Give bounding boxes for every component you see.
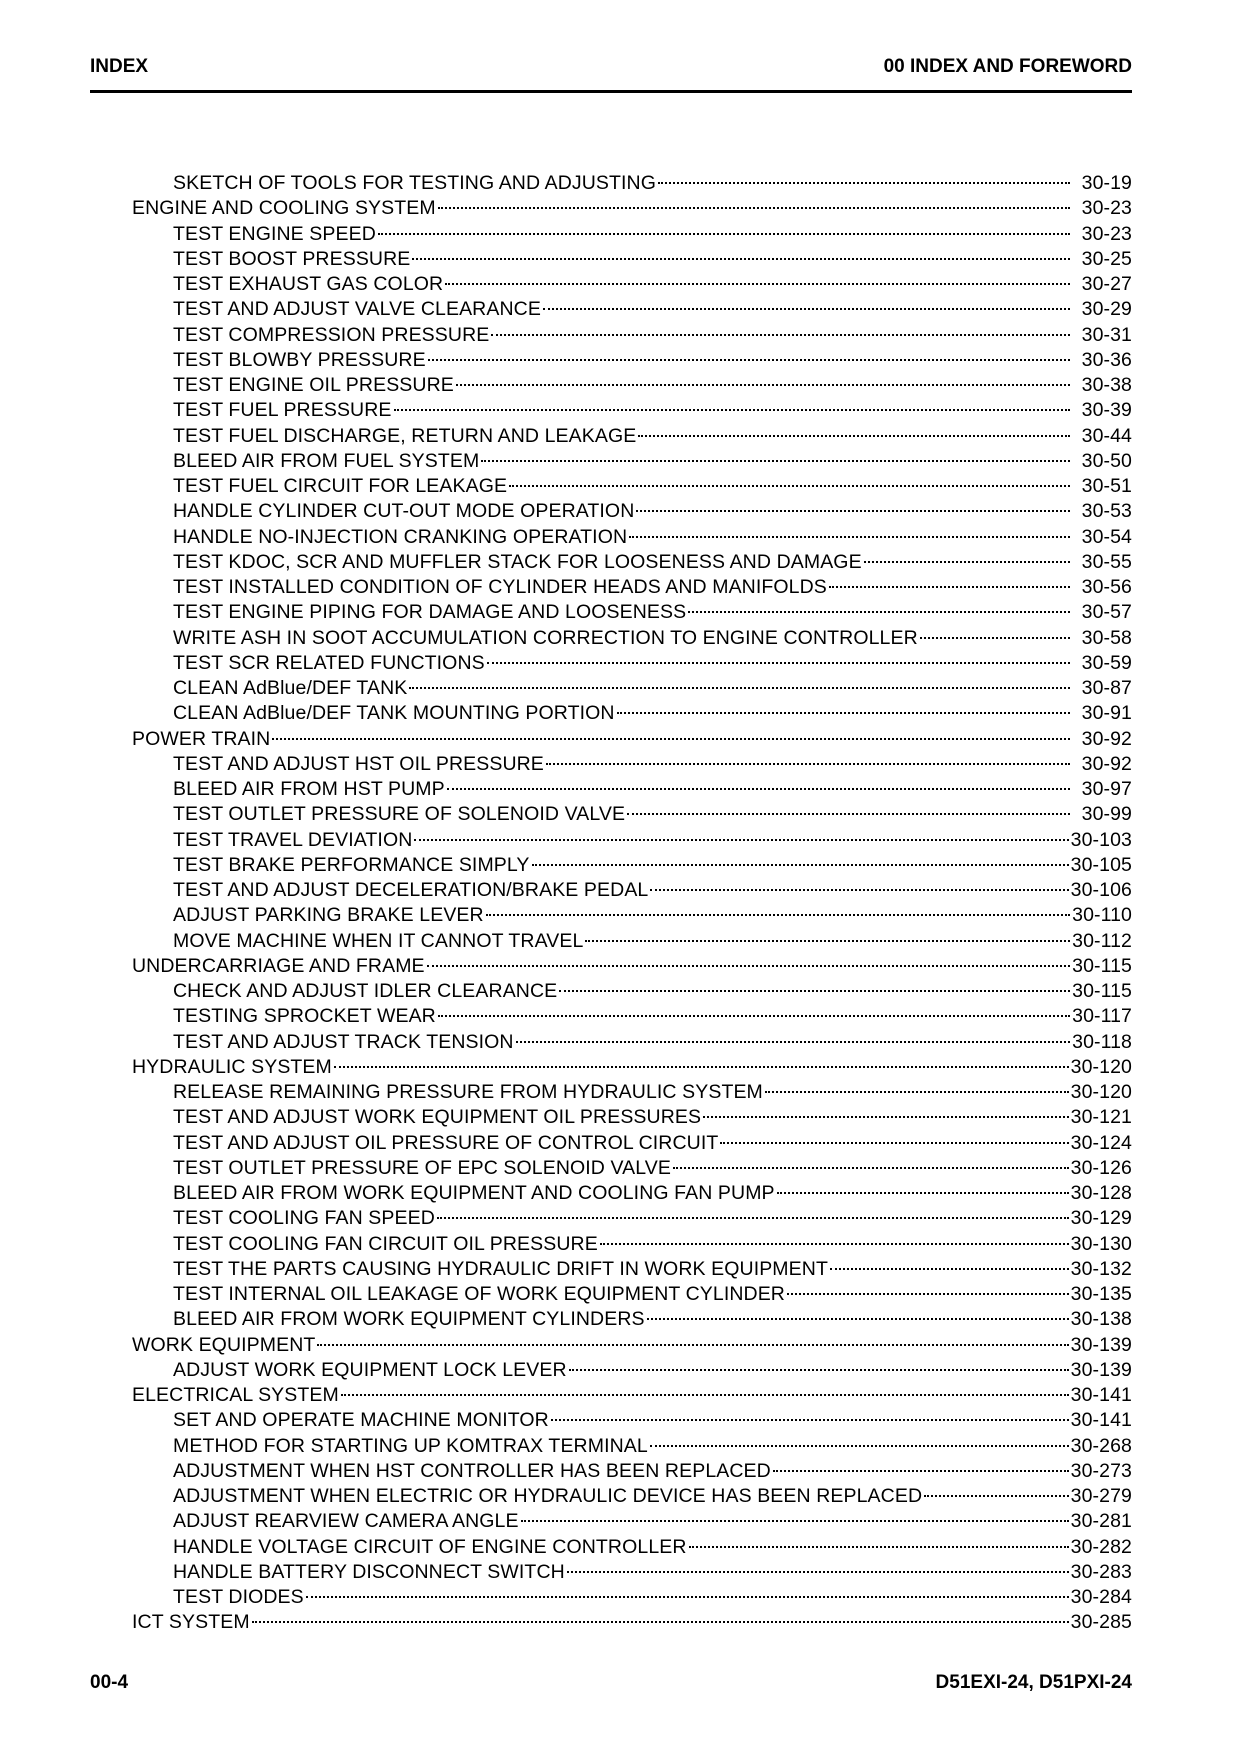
toc-entry-page: 30-120 — [1070, 1055, 1132, 1078]
dot-leader — [546, 763, 1070, 765]
toc-entry-page: 30-36 — [1081, 348, 1132, 371]
toc-entry-page: 30-54 — [1081, 525, 1132, 548]
dot-leader — [481, 460, 1070, 462]
toc-entry-title: TEST ENGINE SPEED — [173, 222, 376, 245]
toc-entry-title: TEST AND ADJUST TRACK TENSION — [173, 1030, 514, 1053]
dot-leader — [569, 1369, 1069, 1371]
dot-leader — [689, 1546, 1069, 1548]
dot-leader — [334, 1066, 1069, 1068]
toc-entry-page: 30-121 — [1070, 1106, 1132, 1129]
toc-entry-page: 30-115 — [1072, 954, 1132, 977]
dot-leader — [252, 1621, 1069, 1623]
toc-entry[interactable] — [90, 575, 1132, 600]
dot-leader — [673, 1167, 1069, 1169]
toc-entry-title: TEST ENGINE PIPING FOR DAMAGE AND LOOSENESS — [173, 601, 687, 624]
toc-entry[interactable] — [90, 752, 1132, 777]
toc-entry[interactable] — [90, 676, 1132, 701]
toc-entry-title: TEST COMPRESSION PRESSURE — [173, 323, 490, 346]
toc-entry-title: TEST ENGINE OIL PRESSURE — [173, 374, 454, 396]
dot-leader — [830, 1268, 1069, 1270]
toc-entry[interactable] — [90, 777, 1132, 802]
toc-entry[interactable] — [90, 1105, 1132, 1130]
toc-entry-title: TEST FUEL CIRCUIT FOR LEAKAGE — [173, 475, 508, 497]
toc-entry-title: TEST FUEL PRESSURE — [173, 399, 392, 422]
toc-entry-page: 30-53 — [1081, 500, 1132, 523]
toc-entry-title: RELEASE REMAINING PRESSURE FROM HYDRAULIC SYSTEM — [173, 1081, 763, 1103]
toc-entry-page: 30-285 — [1070, 1611, 1132, 1634]
toc-entry-page: 30-87 — [1081, 677, 1132, 699]
dot-leader — [629, 536, 1070, 538]
dot-leader — [317, 1344, 1068, 1346]
dot-leader — [551, 1419, 1069, 1421]
dot-leader — [509, 485, 1070, 487]
toc-entry-page: 30-92 — [1081, 727, 1132, 750]
toc-entry-title: TEST OUTLET PRESSURE OF EPC SOLENOID VALVE — [173, 1156, 671, 1179]
toc-entry-title: TEST BRAKE PERFORMANCE SIMPLY — [173, 853, 530, 876]
toc-entry-title: ADJUST REARVIEW CAMERA ANGLE — [173, 1510, 519, 1533]
toc-entry-page: 30-44 — [1081, 424, 1132, 447]
dot-leader — [650, 1445, 1069, 1447]
toc-section-entry[interactable] — [90, 1383, 1132, 1408]
toc-entry-title: TEST BOOST PRESSURE — [173, 247, 411, 270]
toc-entry-page: 30-132 — [1070, 1257, 1132, 1280]
toc-entry-title: TEST FUEL DISCHARGE, RETURN AND LEAKAGE — [173, 424, 637, 447]
toc-entry[interactable] — [90, 1509, 1132, 1534]
toc-entry-page: 30-128 — [1070, 1182, 1132, 1204]
dot-leader — [521, 1520, 1069, 1522]
toc-entry-title: TEST AND ADJUST OIL PRESSURE OF CONTROL CIRCUIT — [173, 1131, 719, 1154]
dot-leader — [617, 712, 1070, 714]
toc-entry-title: CHECK AND ADJUST IDLER CLEARANCE — [173, 980, 558, 1002]
toc-entry[interactable] — [90, 929, 1132, 954]
toc-entry[interactable] — [90, 323, 1132, 348]
toc-entry[interactable] — [90, 903, 1132, 928]
toc-entry[interactable] — [90, 1307, 1132, 1332]
dot-leader — [638, 435, 1070, 437]
toc-section-entry[interactable] — [90, 1610, 1132, 1635]
toc-entry[interactable] — [90, 878, 1132, 903]
dot-leader — [636, 510, 1070, 512]
toc-entry-page: 30-139 — [1070, 1333, 1132, 1356]
toc-entry-title: TEST DIODES — [173, 1586, 304, 1608]
toc-entry-page: 30-141 — [1070, 1409, 1132, 1432]
toc-section-entry[interactable] — [90, 1055, 1132, 1080]
toc-entry-title: TEST THE PARTS CAUSING HYDRAULIC DRIFT IN WORK EQUIPMENT — [173, 1257, 828, 1280]
toc-entry-title: SKETCH OF TOOLS FOR TESTING AND ADJUSTING — [173, 172, 657, 194]
toc-entry-page: 30-59 — [1081, 651, 1132, 674]
toc-entry-page: 30-106 — [1070, 879, 1132, 901]
toc-entry-title: TEST AND ADJUST DECELERATION/BRAKE PEDAL — [173, 879, 649, 901]
toc-entry-page: 30-273 — [1070, 1459, 1132, 1482]
dot-leader — [658, 182, 1070, 184]
toc-entry-title: TEST AND ADJUST VALVE CLEARANCE — [173, 298, 541, 321]
toc-entry-title: TEST BLOWBY PRESSURE — [173, 348, 426, 371]
toc-entry[interactable] — [90, 1560, 1132, 1585]
toc-entry[interactable] — [90, 979, 1132, 1004]
toc-entry-page: 30-138 — [1070, 1308, 1132, 1331]
toc-entry[interactable] — [90, 499, 1132, 524]
toc-entry[interactable] — [90, 525, 1132, 550]
toc-entry-page: 30-23 — [1081, 197, 1132, 220]
toc-entry[interactable] — [90, 1156, 1132, 1181]
toc-entry-page: 30-19 — [1081, 172, 1132, 194]
toc-entry-page: 30-105 — [1070, 853, 1132, 876]
toc-entry-page: 30-29 — [1081, 298, 1132, 321]
toc-entry-page: 30-130 — [1070, 1232, 1132, 1255]
toc-entry[interactable] — [90, 1080, 1132, 1105]
toc-entry-title: HANDLE VOLTAGE CIRCUIT OF ENGINE CONTROLLER — [173, 1535, 687, 1558]
toc-entry-page: 30-283 — [1070, 1560, 1132, 1583]
toc-entry-title: BLEED AIR FROM WORK EQUIPMENT AND COOLING FAN PUMP — [173, 1182, 775, 1204]
toc-section-entry[interactable] — [90, 196, 1132, 221]
dot-leader — [543, 308, 1070, 310]
dot-leader — [438, 207, 1070, 209]
toc-entry[interactable] — [90, 1257, 1132, 1282]
toc-entry-title: TEST INTERNAL OIL LEAKAGE OF WORK EQUIPMENT CYLINDER — [173, 1283, 785, 1305]
toc-entry-page: 30-39 — [1081, 399, 1132, 422]
toc-entry-page: 30-56 — [1081, 576, 1132, 598]
toc-entry[interactable] — [90, 1459, 1132, 1484]
toc-entry-page: 30-117 — [1072, 1005, 1132, 1028]
toc-entry[interactable] — [90, 651, 1132, 676]
toc-entry-title: TEST EXHAUST GAS COLOR — [173, 273, 444, 295]
toc-entry-page: 30-139 — [1070, 1358, 1132, 1381]
table-of-contents — [90, 171, 1132, 1636]
toc-entry-page: 30-57 — [1081, 601, 1132, 624]
toc-entry-title: HYDRAULIC SYSTEM — [132, 1055, 332, 1078]
dot-leader — [412, 258, 1070, 260]
dot-leader — [920, 637, 1070, 639]
toc-entry[interactable] — [90, 1030, 1132, 1055]
dot-leader — [445, 283, 1070, 285]
dot-leader — [688, 611, 1070, 613]
toc-entry-page: 30-115 — [1072, 980, 1132, 1002]
toc-entry-title: UNDERCARRIAGE AND FRAME — [132, 954, 425, 977]
dot-leader — [486, 914, 1070, 916]
dot-leader — [829, 586, 1070, 588]
toc-section-entry[interactable] — [90, 1333, 1132, 1358]
dot-leader — [491, 334, 1070, 336]
toc-entry[interactable] — [90, 1484, 1132, 1509]
toc-entry-title: TEST TRAVEL DEVIATION — [173, 828, 413, 851]
toc-entry-title: WRITE ASH IN SOOT ACCUMULATION CORRECTION TO ENGINE CONTROLLER — [173, 626, 918, 649]
dot-leader — [720, 1142, 1068, 1144]
toc-entry[interactable] — [90, 701, 1132, 726]
toc-entry[interactable] — [90, 802, 1132, 827]
toc-entry-title: MOVE MACHINE WHEN IT CANNOT TRAVEL — [173, 929, 584, 952]
toc-entry[interactable] — [90, 424, 1132, 449]
toc-entry-page: 30-141 — [1070, 1384, 1132, 1406]
toc-entry-page: 30-51 — [1081, 475, 1132, 497]
toc-entry-page: 30-124 — [1070, 1131, 1132, 1154]
dot-leader — [487, 662, 1070, 664]
toc-entry[interactable] — [90, 1206, 1132, 1231]
toc-entry[interactable] — [90, 348, 1132, 373]
toc-entry-page: 30-279 — [1070, 1485, 1132, 1507]
toc-entry-title: TEST OUTLET PRESSURE OF SOLENOID VALVE — [173, 803, 626, 826]
toc-entry[interactable] — [90, 828, 1132, 853]
toc-entry-page: 30-126 — [1070, 1156, 1132, 1179]
dot-leader — [456, 384, 1070, 386]
toc-entry-page: 30-25 — [1081, 247, 1132, 270]
dot-leader — [567, 1571, 1069, 1573]
dot-leader — [924, 1495, 1069, 1497]
dot-leader — [787, 1293, 1069, 1295]
dot-leader — [272, 738, 1070, 740]
dot-leader — [765, 1091, 1069, 1093]
dot-leader — [773, 1470, 1069, 1472]
toc-entry-title: TESTING SPROCKET WEAR — [173, 1005, 436, 1028]
dot-leader — [437, 1217, 1069, 1219]
toc-entry-title: HANDLE CYLINDER CUT-OUT MODE OPERATION — [173, 500, 635, 523]
toc-entry-title: POWER TRAIN — [132, 727, 271, 750]
toc-entry-page: 30-112 — [1072, 929, 1132, 952]
toc-entry-title: HANDLE BATTERY DISCONNECT SWITCH — [173, 1560, 565, 1583]
toc-entry[interactable] — [90, 449, 1132, 474]
toc-entry-title: CLEAN AdBlue/DEF TANK MOUNTING PORTION — [173, 702, 615, 725]
dot-leader — [627, 813, 1070, 815]
toc-entry-page: 30-282 — [1070, 1535, 1132, 1558]
dot-leader — [647, 1318, 1069, 1320]
dot-leader — [600, 1243, 1069, 1245]
toc-entry[interactable] — [90, 1004, 1132, 1029]
dot-leader — [427, 965, 1070, 967]
dot-leader — [428, 359, 1070, 361]
toc-entry[interactable] — [90, 222, 1132, 247]
toc-entry-page: 30-91 — [1081, 702, 1132, 725]
toc-entry-page: 30-38 — [1081, 374, 1132, 396]
toc-entry-title: TEST COOLING FAN CIRCUIT OIL PRESSURE — [173, 1232, 598, 1255]
toc-entry-title: TEST COOLING FAN SPEED — [173, 1207, 435, 1230]
toc-entry[interactable] — [90, 1408, 1132, 1433]
dot-leader — [378, 233, 1070, 235]
toc-entry[interactable] — [90, 1282, 1132, 1307]
toc-entry-title: ADJUSTMENT WHEN ELECTRIC OR HYDRAULIC DEVICE HAS BEEN REPLACED — [173, 1485, 923, 1507]
dot-leader — [394, 409, 1070, 411]
toc-entry[interactable] — [90, 272, 1132, 297]
toc-entry-page: 30-103 — [1070, 828, 1132, 851]
page-header — [90, 56, 1132, 93]
dot-leader — [414, 839, 1068, 841]
toc-entry-page: 30-268 — [1070, 1434, 1132, 1457]
toc-entry-title: ICT SYSTEM — [132, 1611, 250, 1634]
toc-entry-title: ENGINE AND COOLING SYSTEM — [132, 197, 436, 220]
header-chapter-title: 00 INDEX AND FOREWORD — [883, 56, 1132, 77]
dot-leader — [341, 1394, 1069, 1396]
toc-entry-page: 30-284 — [1070, 1586, 1132, 1608]
toc-entry-page: 30-118 — [1072, 1030, 1132, 1053]
toc-entry-page: 30-31 — [1081, 323, 1132, 346]
toc-entry[interactable] — [90, 1232, 1132, 1257]
toc-entry-title: ADJUST WORK EQUIPMENT LOCK LEVER — [173, 1358, 567, 1381]
toc-entry-title: BLEED AIR FROM HST PUMP — [173, 778, 445, 800]
model-number: D51EXI-24, D51PXI-24 — [935, 1672, 1132, 1693]
toc-entry[interactable] — [90, 1535, 1132, 1560]
toc-entry-page: 30-50 — [1081, 449, 1132, 472]
toc-entry-title: METHOD FOR STARTING UP KOMTRAX TERMINAL — [173, 1434, 648, 1457]
dot-leader — [559, 990, 1070, 992]
toc-entry[interactable] — [90, 171, 1132, 196]
toc-entry[interactable] — [90, 1358, 1132, 1383]
toc-entry-page: 30-55 — [1081, 550, 1132, 573]
toc-entry-page: 30-135 — [1070, 1283, 1132, 1305]
toc-entry-page: 30-27 — [1081, 273, 1132, 295]
toc-entry-title: BLEED AIR FROM FUEL SYSTEM — [173, 449, 480, 472]
page-number: 00-4 — [90, 1672, 129, 1693]
toc-entry-page: 30-58 — [1081, 626, 1132, 649]
toc-entry-page: 30-129 — [1070, 1207, 1132, 1230]
toc-entry-title: TEST KDOC, SCR AND MUFFLER STACK FOR LOOSENESS AND DAMAGE — [173, 550, 862, 573]
toc-entry[interactable] — [90, 1434, 1132, 1459]
toc-entry-title: CLEAN AdBlue/DEF TANK — [173, 677, 408, 699]
dot-leader — [516, 1041, 1070, 1043]
toc-entry[interactable] — [90, 297, 1132, 322]
toc-entry-page: 30-92 — [1081, 752, 1132, 775]
toc-entry-page: 30-110 — [1072, 904, 1132, 927]
toc-entry-page: 30-99 — [1081, 803, 1132, 826]
toc-entry-title: ADJUSTMENT WHEN HST CONTROLLER HAS BEEN REPLACED — [173, 1459, 771, 1482]
dot-leader — [409, 687, 1070, 689]
toc-entry-title: WORK EQUIPMENT — [132, 1333, 316, 1356]
toc-entry-title: TEST AND ADJUST WORK EQUIPMENT OIL PRESSURES — [173, 1106, 702, 1129]
toc-entry[interactable] — [90, 1585, 1132, 1610]
header-section-label: INDEX — [90, 56, 149, 77]
toc-entry-page: 30-281 — [1070, 1510, 1132, 1533]
toc-entry-page: 30-97 — [1081, 778, 1132, 800]
toc-entry-title: TEST SCR RELATED FUNCTIONS — [173, 651, 485, 674]
dot-leader — [306, 1596, 1069, 1598]
dot-leader — [650, 889, 1068, 891]
dot-leader — [532, 864, 1069, 866]
toc-entry-page: 30-23 — [1081, 222, 1132, 245]
toc-entry[interactable] — [90, 550, 1132, 575]
toc-section-entry[interactable] — [90, 954, 1132, 979]
dot-leader — [447, 788, 1070, 790]
toc-entry-title: HANDLE NO-INJECTION CRANKING OPERATION — [173, 525, 628, 548]
dot-leader — [438, 1015, 1070, 1017]
toc-entry-title: BLEED AIR FROM WORK EQUIPMENT CYLINDERS — [173, 1308, 645, 1331]
toc-entry[interactable] — [90, 626, 1132, 651]
toc-section-entry[interactable] — [90, 727, 1132, 752]
toc-entry[interactable] — [90, 373, 1132, 398]
dot-leader — [585, 940, 1070, 942]
toc-entry-title: TEST INSTALLED CONDITION OF CYLINDER HEADS AND MANIFOLDS — [173, 576, 827, 598]
toc-entry[interactable] — [90, 398, 1132, 423]
toc-entry[interactable] — [90, 474, 1132, 499]
dot-leader — [703, 1116, 1069, 1118]
toc-entry[interactable] — [90, 1131, 1132, 1156]
toc-entry[interactable] — [90, 247, 1132, 272]
toc-entry[interactable] — [90, 600, 1132, 625]
dot-leader — [777, 1192, 1069, 1194]
toc-entry-page: 30-120 — [1070, 1081, 1132, 1103]
dot-leader — [864, 561, 1070, 563]
toc-entry-title: TEST AND ADJUST HST OIL PRESSURE — [173, 752, 544, 775]
toc-entry-title: SET AND OPERATE MACHINE MONITOR — [173, 1409, 549, 1432]
toc-entry[interactable] — [90, 853, 1132, 878]
page-footer — [90, 1672, 1132, 1694]
toc-entry[interactable] — [90, 1181, 1132, 1206]
toc-entry-title: ELECTRICAL SYSTEM — [132, 1384, 339, 1406]
toc-entry-title: ADJUST PARKING BRAKE LEVER — [173, 904, 484, 927]
